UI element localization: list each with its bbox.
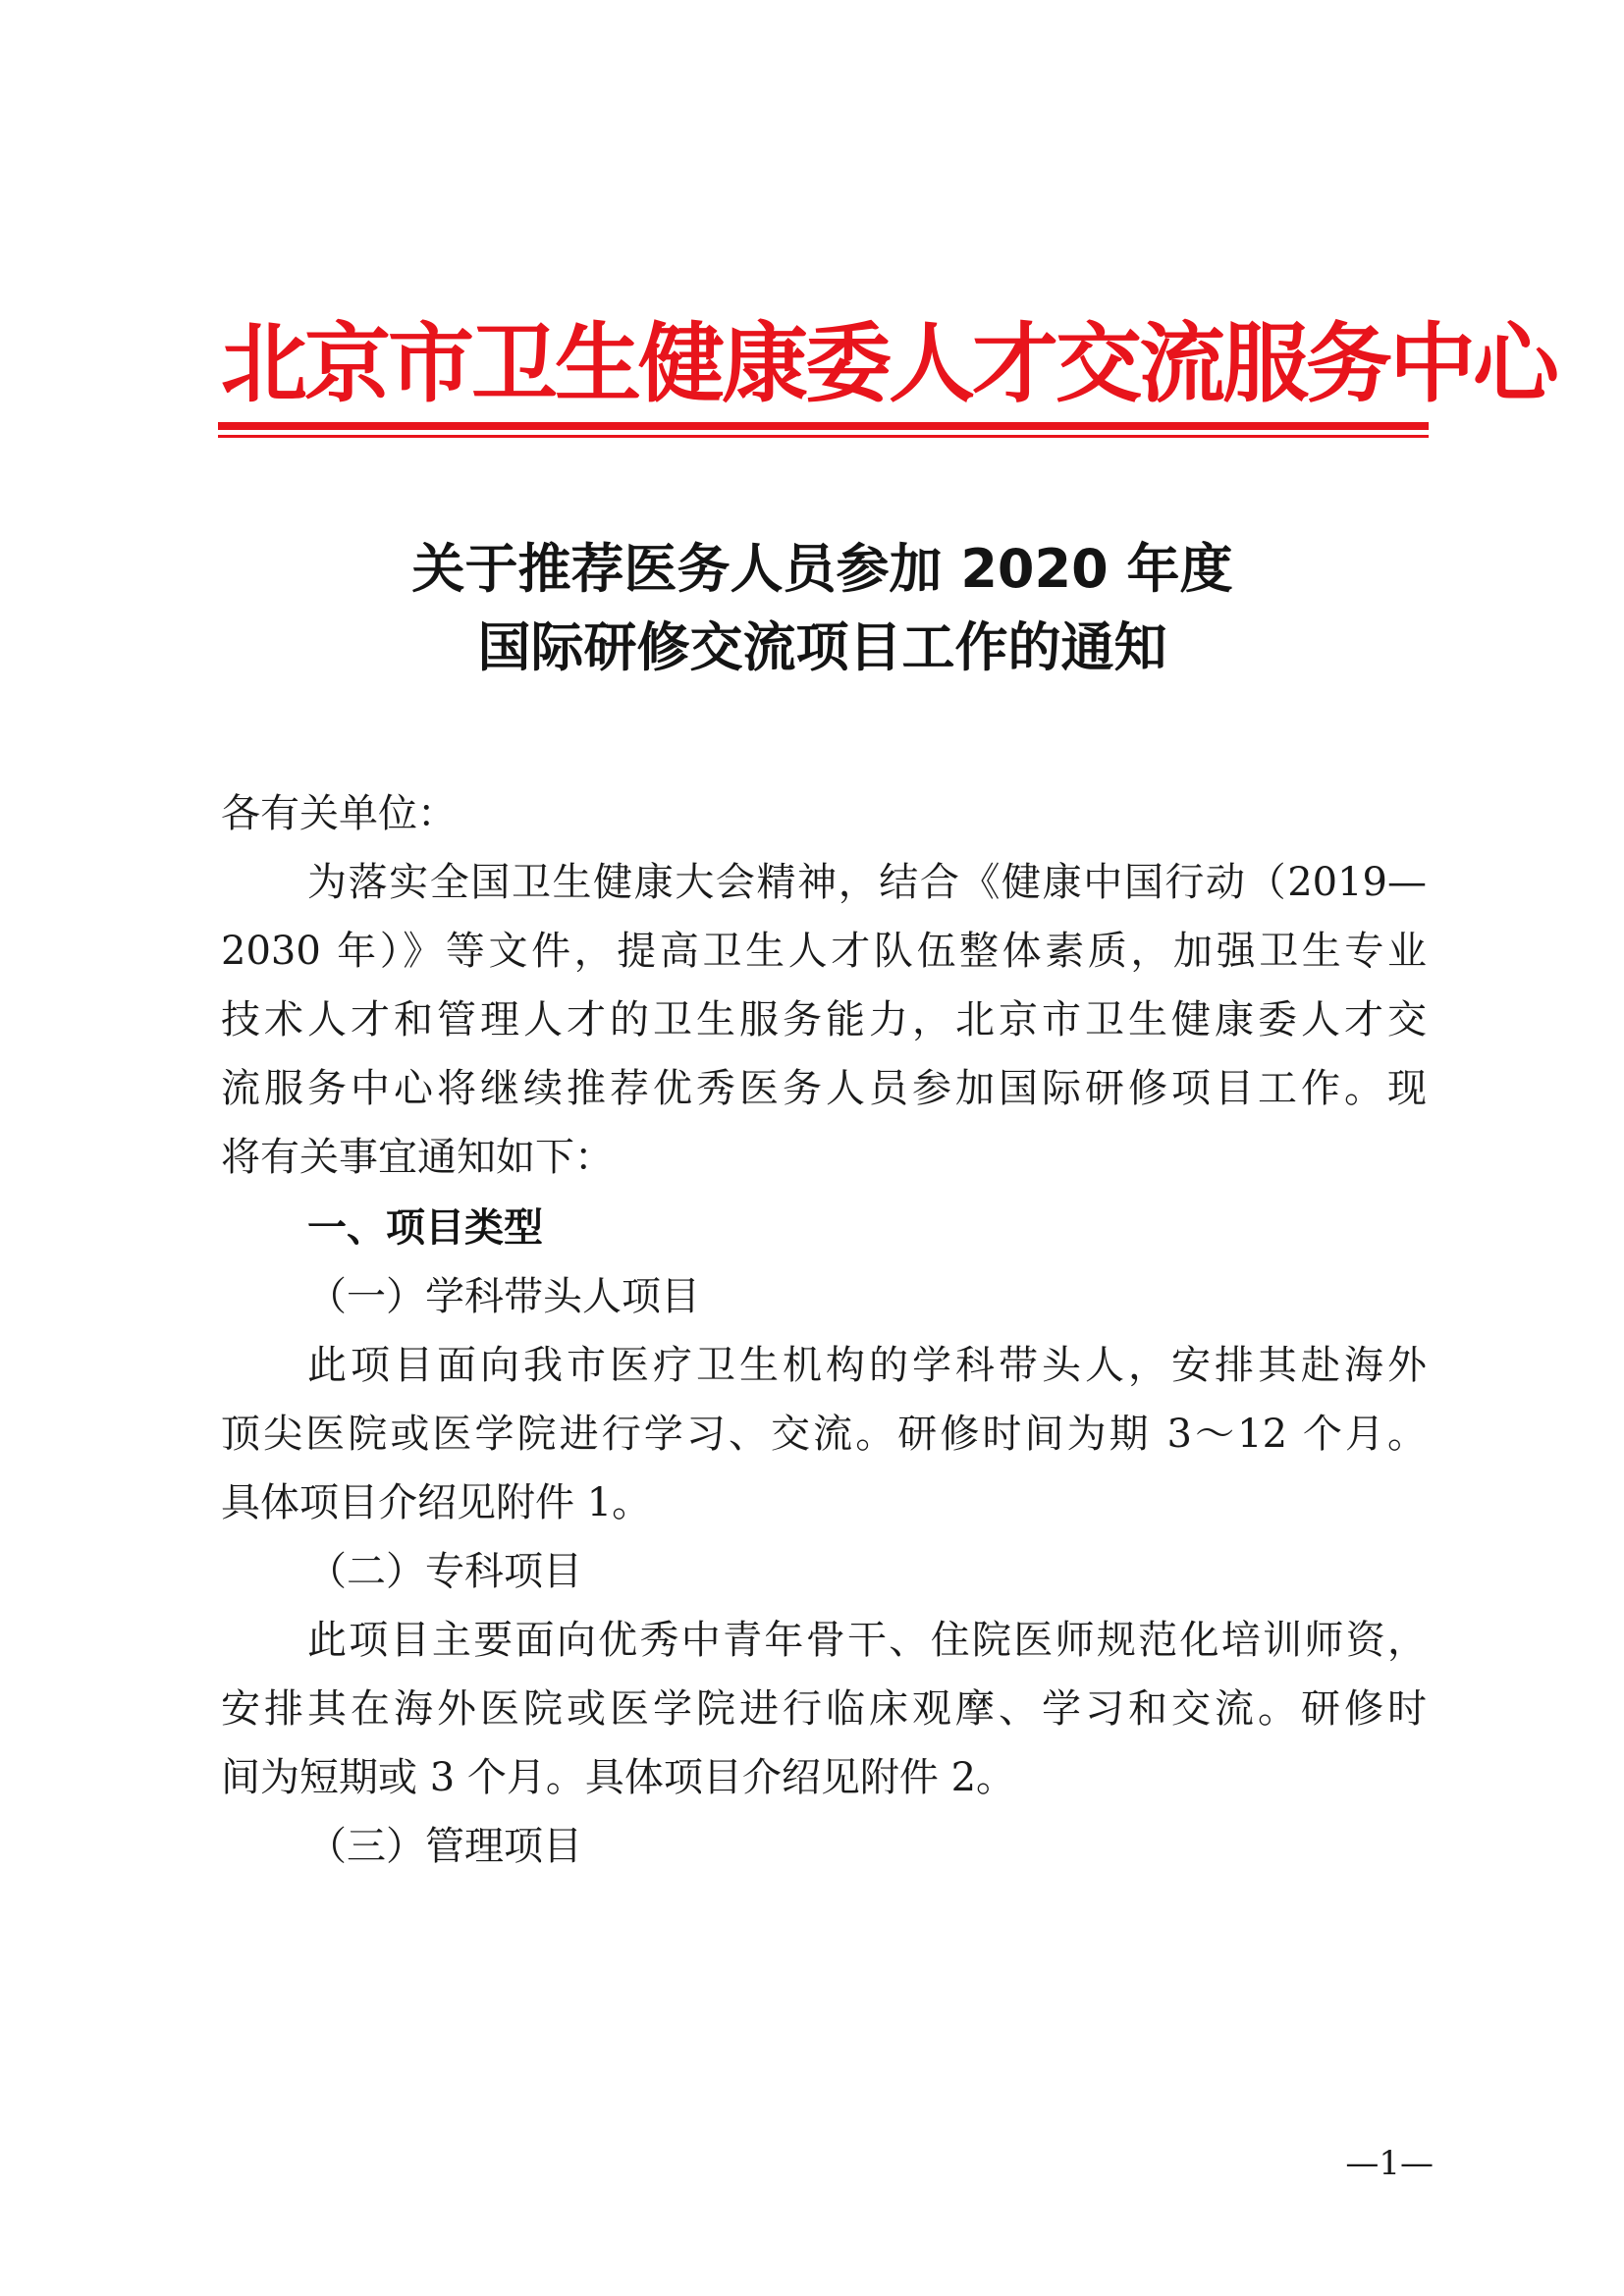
header-rule-thick bbox=[218, 422, 1429, 430]
page-number: —1— bbox=[1345, 2144, 1434, 2183]
document-title-line-1: 关于推荐医务人员参加 2020 年度 bbox=[411, 538, 1233, 600]
document-title-line-2: 国际研修交流项目工作的通知 bbox=[477, 616, 1167, 678]
section-heading: 一、项目类型 bbox=[307, 1205, 543, 1251]
intro-line: 流服务中心将继续推荐优秀医务人员参加国际研修项目工作。现 bbox=[221, 1066, 1427, 1111]
paragraph-line: 此项目主要面向优秀中青年骨干、住院医师规范化培训师资， bbox=[307, 1618, 1427, 1663]
paragraph-line: 此项目面向我市医疗卫生机构的学科带头人，安排其赴海外 bbox=[307, 1343, 1427, 1388]
paragraph-line: 间为短期或 3 个月。具体项目介绍见附件 2。 bbox=[221, 1755, 1016, 1800]
salutation: 各有关单位： bbox=[221, 791, 457, 836]
paragraph-line: 具体项目介绍见附件 1。 bbox=[221, 1480, 652, 1525]
intro-line: 为落实全国卫生健康大会精神，结合《健康中国行动（2019— bbox=[307, 860, 1427, 905]
intro-line: 将有关事宜通知如下： bbox=[221, 1135, 614, 1180]
intro-line: 2030 年）》等文件，提高卫生人才队伍整体素质，加强卫生专业 bbox=[221, 929, 1427, 974]
subsection-heading: （二）专科项目 bbox=[307, 1549, 582, 1594]
subsection-heading: （一）学科带头人项目 bbox=[307, 1274, 700, 1319]
header-rule-thin bbox=[218, 435, 1429, 438]
paragraph-line: 顶尖医院或医学院进行学习、交流。研修时间为期 3～12 个月。 bbox=[221, 1412, 1427, 1457]
subsection-heading: （三）管理项目 bbox=[307, 1824, 582, 1869]
intro-line: 技术人才和管理人才的卫生服务能力，北京市卫生健康委人才交 bbox=[221, 997, 1427, 1042]
paragraph-line: 安排其在海外医院或医学院进行临床观摩、学习和交流。研修时 bbox=[221, 1686, 1427, 1732]
organization-header: 北京市卫生健康委人才交流服务中心 bbox=[221, 312, 1557, 414]
